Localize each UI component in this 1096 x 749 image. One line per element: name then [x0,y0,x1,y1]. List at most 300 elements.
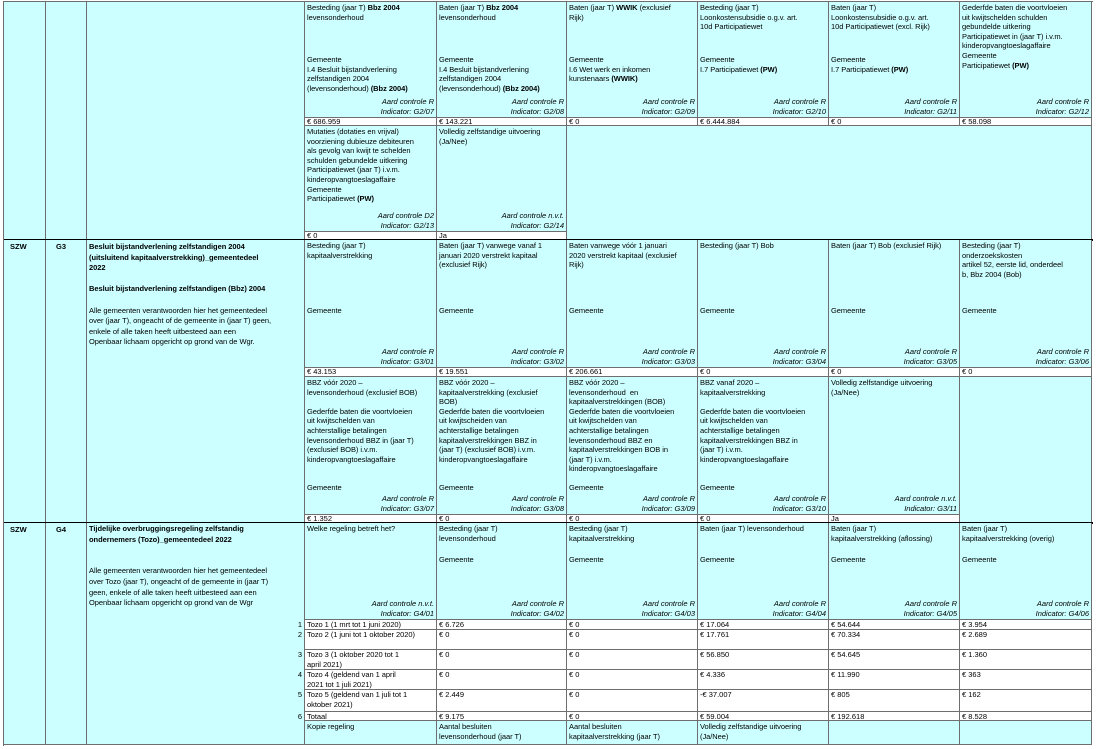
text-block [700,378,827,464]
aard-controle-label: Aard controle D2 [377,211,434,221]
indicator-cell [437,126,567,232]
indicator-cell [829,2,960,118]
text-line: uit kwijtscheiden van [439,416,507,426]
text-line: kapitaalverstrekkingen BBZ in [439,435,537,445]
text-line: Gederfde baten die voortvloeien [307,406,413,416]
indicator-value: € 54.644 [831,620,861,629]
text-line [307,397,435,407]
text-line: Baten (jaar T) [962,524,1008,533]
indicator-value: € 363 [962,670,981,679]
text-line: Besteding (jaar T) Bob [700,241,774,250]
aard-controle-label: Aard controle R [904,347,957,357]
indicator-value: € 0 [439,650,450,659]
value-cell [567,670,698,690]
indicator-value: € 686.959 [307,118,341,126]
indicator-code: Indicator: G3/07 [380,503,434,513]
indicator-value: € 70.334 [831,630,861,639]
indicator-cell [567,2,698,118]
text-line [307,3,435,13]
indicator-value: € 17.064 [700,620,730,629]
indicator-cell [437,377,567,515]
indicator-value: € 0 [439,630,450,639]
text-line: uit kwijtschelden schulden [962,12,1048,22]
value-cell [567,650,698,670]
value-cell [698,650,829,670]
text-block [307,620,435,630]
bold-text-segment: Tijdelijke overbruggingsregeling zelfstandig [89,524,244,533]
text-block [569,483,696,493]
indicator-code: Indicator: G3/02 [510,356,564,366]
bold-text-segment: Besluit bijstandverlening zelfstandigen (Bbz) 2004 [89,284,266,294]
text-line: Gemeente [962,50,997,60]
text-line: 2020 verstrekt kapitaal (exclusief [569,250,677,260]
description-cell [87,523,305,620]
text-line: Openbaar lichaam opgericht op grond van de Wgr [89,598,254,608]
text-block [89,524,303,609]
text-line: enkele of alle taken heeft uitbesteed aan een [89,326,237,336]
indicator-cell [567,240,698,368]
text-line: levensonderhoud [439,533,496,543]
text-line: (exclusief BOB) i.v.m. [307,445,378,455]
value-cell [829,690,960,712]
text-block [569,524,696,543]
text-line: (Ja/Nee) [700,731,729,741]
text-line: uit kwijtschelden van [569,416,637,426]
text-block [439,722,565,741]
department-cell [4,523,46,745]
text-segment: kunstenaars [569,74,612,84]
tozo-row-number-cell [87,630,305,650]
text-line: onderzoekskosten [962,250,1023,260]
text-line: 2021 tot 1 juli 2021) [307,679,372,689]
value-cell [960,630,1092,650]
text-line: levensonderhoud [307,12,364,22]
text-segment: I.7 Participatiewet [700,64,761,74]
tozo-row-number: 3 [297,650,302,659]
text-line: Volledig zelfstandige uitvoering [439,127,541,136]
text-line: Mutaties (dotaties en vrijval) [307,127,399,136]
indicator-value: Ja [831,515,839,523]
text-segment: (exclusief [637,3,671,12]
aard-controle-label: Aard controle R [773,97,826,107]
aard-controle-label: Aard controle R [381,347,434,357]
text-line: achterstallige betalingen [700,425,780,435]
bold-text-segment: (PW) [1012,60,1029,70]
text-line: Gemeente [439,483,474,492]
text-line: Participatiewet (jaar T) i.v.m. [307,165,400,175]
text-line: Baten (jaar T) levensonderhoud [700,524,804,533]
text-block [962,306,1090,316]
aard-controle-label: Aard controle n.v.t. [894,494,957,504]
value-cell [567,620,698,630]
text-line: Gederfde baten die voortvloeien [439,406,545,416]
tozo-row-number-cell [87,620,305,630]
indicator-value: € 0 [569,118,580,126]
text-line: januari 2020 verstrekt kapitaal [439,250,538,260]
code-cell [46,240,87,523]
value-cell [698,368,829,377]
value-cell [698,712,829,721]
text-line: kapitaalverstrekkingen (BOB) [569,397,666,407]
empty-cell [829,721,960,745]
text-line: Gemeente [307,55,342,64]
value-cell [829,670,960,690]
code-cell [46,523,87,745]
text-line: Gederfde baten die voortvloeien [962,3,1068,12]
text-line: als gevolg van kwijt te schelden [307,146,411,156]
bold-text-segment: (PW) [760,64,778,74]
aard-controle-label: Aard controle R [1036,97,1089,107]
text-line: zelfstandigen 2004 [439,74,502,84]
bold-text-segment: WWIK [616,3,638,12]
text-block [962,241,1090,279]
text-line: schulden gebundelde uitkering [307,155,408,165]
text-block [307,722,435,732]
indicator-code: Indicator: G3/03 [641,356,695,366]
text-line [89,545,303,556]
text-line: achterstallige betalingen [569,425,649,435]
text-block [439,483,565,493]
text-line: (Ja/Nee) [439,136,468,146]
text-line [89,556,303,567]
text-line: Volledig zelfstandige uitvoering [700,722,802,731]
value-cell [437,118,567,126]
text-block [89,242,303,348]
indicator-code: Indicator: G2/14 [510,220,564,230]
code-cell-text: G4 [56,525,67,534]
text-line: Tozo 3 (1 oktober 2020 tot 1 [307,650,399,659]
text-line: Gemeente [962,306,997,315]
text-line: Gemeente [831,555,866,564]
indicator-value: € 0 [569,515,580,523]
text-line: voorziening dubieuze debiteuren [307,136,414,146]
value-cell [960,118,1092,126]
text-line: Gemeente [307,483,342,492]
text-block [307,483,435,493]
text-line [439,3,565,13]
text-line: kapitaalverstrekking [307,250,373,260]
text-block [307,306,435,316]
text-line: gebundelde uitkering [962,22,1031,32]
indicator-value: € 0 [569,670,580,679]
value-cell [437,690,567,712]
text-block [700,55,827,74]
value-cell [960,670,1092,690]
text-line: artikel 52, eerste lid, onderdeel [962,260,1063,270]
text-line: BBZ vóór 2020 – [569,378,625,387]
indicator-value: € 0 [700,368,711,376]
text-line: kapitaalverstrekking (exclusief [439,387,538,397]
value-cell [567,690,698,712]
indicator-code: Indicator: G2/08 [510,106,564,116]
text-block [831,241,958,251]
department-cell-text: SZW [10,242,27,251]
text-line: Besteding (jaar T) [700,3,759,12]
value-cell [829,650,960,670]
indicator-cell [567,523,698,620]
text-line [89,242,303,253]
indicator-code: Indicator: G2/11 [904,106,957,116]
value-cell [698,690,829,712]
value-cell [567,712,698,721]
value-cell [829,368,960,377]
text-line [439,84,565,94]
text-line: 10d Participatiewet [700,22,763,32]
text-block [307,241,435,260]
indicator-cell [829,240,960,368]
description-cell [87,721,305,745]
bold-text-segment: (WWIK) [611,74,638,84]
indicator-code: Indicator: G2/12 [1035,106,1089,116]
text-block [700,483,827,493]
text-line: Volledig zelfstandige uitvoering [831,378,933,387]
text-block [569,55,696,84]
text-line: 10d Participatiewet (excl. Rijk) [831,22,930,32]
text-line [962,61,1090,71]
indicator-value: € 0 [307,232,318,240]
text-block [569,241,696,270]
text-segment: I.7 Participatiewet [831,64,892,74]
text-line: Besteding (jaar T) [962,241,1021,250]
text-block [439,524,565,543]
aard-controle-label: Aard controle R [642,97,695,107]
text-block [700,722,827,741]
text-line: kapitaalverstrekking (aflossing) [831,533,933,543]
text-block [831,3,958,32]
text-line [89,284,303,295]
text-line: Alle gemeenten verantwoorden hier het gemeentedeel [89,305,268,315]
tozo-row-number-cell [87,712,305,721]
indicator-value: € 3.954 [962,620,988,629]
indicator-value: € 56.850 [700,650,730,659]
text-line: I.4 Besluit bijstandverlening [439,64,529,74]
indicator-value: € 19.551 [439,368,469,376]
text-line: Loonkostensubsidie o.g.v. art. [831,12,929,22]
indicator-value: € 0 [831,368,842,376]
empty-cell [567,126,1092,240]
text-line: over Tozo (jaar T), ongeacht of de gemeente in (jaar T) [89,576,269,586]
text-block [307,55,435,93]
indicator-value: € 1.360 [962,650,988,659]
text-line: (Ja/Nee) [831,387,860,397]
text-line: Tozo 5 (geldend van 1 juli tot 1 [307,690,408,699]
empty-cell [960,721,1092,745]
text-line: Gemeente [569,306,604,315]
indicator-code: Indicator: G4/06 [1035,608,1089,618]
aard-controle-label: Aard controle R [511,599,564,609]
text-block [439,55,565,93]
text-block [307,378,435,464]
text-line: Baten (jaar T) [831,3,877,12]
text-block [307,630,435,640]
text-line: kapitaalverstrekkingen BBZ in [700,435,798,445]
indicator-value: € 0 [569,690,580,699]
text-line: kapitaalverstrekking (overig) [962,533,1055,543]
text-block [831,306,958,316]
text-block [569,306,696,316]
value-cell [698,630,829,650]
text-line: Gemeente [700,55,735,64]
text-line: Besteding (jaar T) [569,524,628,533]
value-cell [437,650,567,670]
aard-controle-label: Aard controle R [642,494,695,504]
value-cell [829,630,960,650]
text-line: Gemeente [439,55,474,64]
indicator-value: € 2.689 [962,630,988,639]
text-line: (jaar T) i.v.m. [569,454,612,464]
indicator-value: € 0 [569,630,580,639]
tozo-row-label-cell [305,712,437,721]
bold-text-segment: (Bbz 2004) [502,83,540,93]
text-segment: Participatiewet [307,194,358,204]
code-cell [46,2,87,240]
text-line: kinderopvangtoeslagaffaire [700,454,789,464]
text-line: b, Bbz 2004 (Bob) [962,269,1022,279]
text-line: levensonderhoud (jaar T) [439,731,522,741]
text-line: levensonderhoud (exclusief BOB) [307,387,418,397]
indicator-value: € 6.444.884 [700,118,740,126]
aard-controle-label: Aard controle n.v.t. [371,599,434,609]
text-line: Alle gemeenten verantwoorden hier het gemeentedeel [89,566,268,576]
text-line: uit kwijtschelden van [307,416,375,426]
text-block [700,524,827,534]
indicator-code: Indicator: G3/05 [903,356,957,366]
description-cell [87,240,305,523]
indicator-code: Indicator: G2/10 [772,106,826,116]
text-block [569,3,696,22]
value-cell [437,620,567,630]
tozo-row-number: 1 [297,620,302,629]
text-line: BBZ vanaf 2020 – [700,378,760,387]
text-line: Baten vanwege vóór 1 januari [569,241,667,250]
text-block [307,650,435,669]
text-line: levensonderhoud BBZ in (jaar T) [307,435,414,445]
indicator-code: Indicator: G3/01 [380,356,434,366]
text-line: zelfstandigen 2004 [307,74,370,84]
text-line: Gemeente [831,55,866,64]
text-line: kinderopvangtoeslagaffaire [962,41,1051,51]
indicator-cell [305,523,437,620]
indicator-value: € 1.352 [307,515,333,523]
text-line: Gemeente [700,306,735,315]
aard-controle-label: Aard controle R [511,347,564,357]
text-block [307,690,435,709]
department-cell [4,240,46,523]
aard-controle-label: Aard controle R [642,347,695,357]
text-line: kapitaalverstrekking [569,533,635,543]
text-line [307,84,435,94]
indicator-cell [698,377,829,515]
indicator-code: Indicator: G4/02 [510,608,564,618]
indicator-value: € 59.004 [700,712,730,721]
text-line: (exclusief Rijk) [439,260,487,270]
indicator-cell [305,721,437,745]
text-block [439,241,565,270]
indicator-value: € 11.990 [831,670,860,679]
indicator-value: € 0 [439,515,450,523]
indicator-value: -€ 37.007 [700,690,732,699]
tozo-row-number: 6 [297,712,302,721]
value-cell [437,712,567,721]
indicator-value: € 805 [831,690,850,699]
tozo-row-label-cell [305,690,437,712]
text-block [307,127,435,204]
text-line: achterstallige betalingen [307,425,387,435]
indicator-value: € 58.098 [962,118,992,126]
indicator-value: € 0 [831,118,842,126]
tozo-row-label-cell [305,620,437,630]
indicator-value: € 0 [439,670,450,679]
text-line: Besteding (jaar T) [439,524,498,533]
bold-text-segment: ondernemers (Tozo)_gemeentedeel 2022 [89,534,232,544]
text-segment: Baten (jaar T) [569,3,617,12]
indicator-cell [567,721,698,745]
indicator-cell [960,523,1092,620]
text-block [569,555,696,565]
indicator-code: Indicator: G3/04 [772,356,826,366]
text-line: Gemeente [569,483,604,492]
text-line: over (jaar T), ongeacht of de gemeente in (jaar T) geen, [89,316,272,326]
indicator-value: € 2.449 [439,690,465,699]
text-block [700,3,827,32]
text-line: Gemeente [439,306,474,315]
aard-controle-label: Aard controle R [381,494,434,504]
bold-text-segment: Besluit bijstandverlening zelfstandigen 2004 [89,242,245,251]
code-cell-text: G3 [56,242,67,251]
value-cell [437,670,567,690]
text-segment: (levensonderhoud) [307,83,371,93]
text-block [439,555,565,565]
indicator-value: € 6.726 [439,620,465,629]
text-line: I.6 Wet werk en inkomen [569,64,651,74]
bold-text-segment: (PW) [891,64,909,74]
value-cell [305,118,437,126]
tozo-row-label-cell [305,650,437,670]
indicator-value: € 43.153 [307,368,337,376]
text-line: levensonderhoud [439,12,496,22]
indicator-code: Indicator: G4/05 [903,608,957,618]
bold-text-segment: (uitsluitend kapitaalverstrekking)_gemeentedeel [89,252,259,262]
indicator-cell [698,2,829,118]
text-line: Gemeente [307,306,342,315]
text-block [307,712,435,721]
indicator-cell [305,2,437,118]
text-line: geen, enkele of alle taken heeft uitbesteed aan een [89,587,257,597]
value-cell [829,118,960,126]
text-line: Rijk) [569,12,584,22]
value-cell [698,118,829,126]
indicator-value: € 9.175 [439,712,465,721]
aard-controle-label: Aard controle R [642,599,695,609]
aard-controle-label: Aard controle R [1036,599,1089,609]
aard-controle-label: Aard controle R [904,599,957,609]
text-block [439,3,565,22]
department-cell [4,2,46,240]
indicator-value: € 8.528 [962,712,988,721]
text-block [831,524,958,543]
text-line: (jaar T) i.v.m. [700,445,743,455]
text-line: Gemeente [307,184,342,194]
text-block [307,670,435,689]
indicator-cell [437,721,567,745]
aard-controle-label: Aard controle R [511,97,564,107]
text-line [700,65,827,75]
indicator-value: € 0 [700,515,711,523]
indicator-cell [437,523,567,620]
bold-text-segment: Bbz 2004 [486,3,519,12]
bold-text-segment: (PW) [357,194,374,204]
text-line: kinderopvangtoeslagaffaire [307,174,396,184]
